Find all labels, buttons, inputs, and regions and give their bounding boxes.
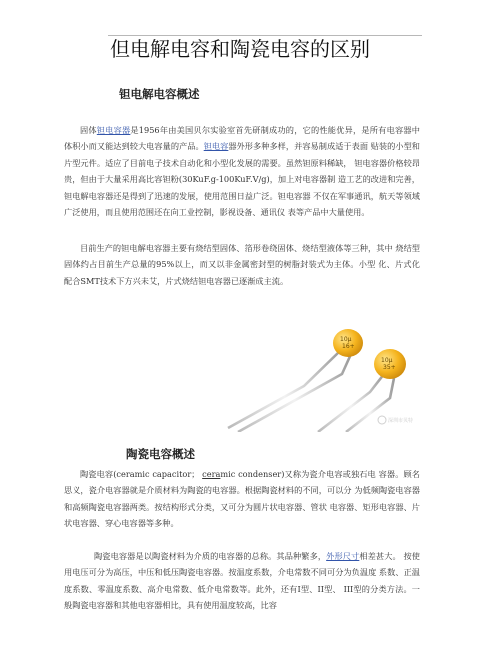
section-heading-tantalum: 钽电解电容概述 [119, 87, 200, 101]
section-heading-ceramic: 陶瓷电容概述 [126, 447, 195, 461]
link-tantalum[interactable]: 钽电容 [203, 141, 229, 152]
capacitor-1-marking-bottom: 16+ [342, 343, 355, 350]
photo-watermark: 深圳市贝特 [388, 418, 414, 424]
watermark-logo-icon [378, 416, 386, 424]
capacitor-2-marking-bottom: 35+ [383, 364, 396, 371]
tantalum-capacitor-photo [168, 328, 420, 432]
paragraph-ceramic-types: 陶瓷电容器是以陶瓷材料为介质的电容器的总称。其品种繁多，外形尺寸相差甚大。 按使用电压可分为高压，中压和低压陶瓷电容器。按温度系数，介电常数不同可分为负温度 系数、正温度系数、零温度系数、高介电常数、低介电常数等。此外，还有I型、II型、 III型的分类方法。一般陶瓷电容器和其他电容器相比，具有使用温度较高，比容 [64, 551, 420, 611]
link-tantalum-capacitor[interactable]: 钽电容器 [96, 125, 131, 135]
paragraph-tantalum-types: 目前生产的钽电解电容器主要有烧结型固体、箔形卷绕固体、烧结型液体等三种，其中 烧结型固体约占目前生产总量的95%以上，而又以非金属密封型的树脂封装式为主体。小型 化、片式化配合SMT技术下方兴未艾，片式烧结钽电容器已逐渐成主流。 [64, 243, 420, 286]
paragraph-ceramic-intro: 陶瓷电容(ceramic capacitor； ceramic condenser)又称为瓷介电容或独石电 容器。顾名思义，瓷介电容器就是介质材料为陶瓷的电容器。根据陶瓷材料的不同，可以分 为低频陶瓷电容器和高频陶瓷电容器两类。按结构形式分类，又可分为圆片状电容器、管状 电容器、矩形电容器、片状电容器、穿心电容器等多种。 [64, 469, 420, 529]
capacitor-2-marking-top: 10μ [381, 357, 393, 364]
paragraph-tantalum-intro: 固体钽电容器是1956年由美国贝尔实验室首先研制成功的，它的性能优异，是所有电容器中体积小而又能达到较大电容量的产品。钽电容器外形多种多样，并容易制成适于表面 贴装的小型和片型元件。适应了目前电子技术自动化和小型化发展的需要。虽然钽原料稀缺， 钽电容器价格较昂贵，但由于大量采用高比容钽粉(30KuF.g-100KuF.V/g)，加上对电容器制 造工艺的改进和完善，钽电解电容器还是得到了迅速的发展，使用范围日益广泛。钽电容器 不仅在军事通讯，航天等领域广泛使用，而且使用范围还在向工业控制，影视设备、通讯仪 表等产品中大量使用。 [64, 125, 420, 218]
page-title: 但电解电容和陶瓷电容的区别 [110, 37, 370, 61]
capacitor-1-marking-top: 10μ [340, 336, 352, 343]
link-dimensions[interactable]: 外形尺寸 [326, 551, 360, 561]
